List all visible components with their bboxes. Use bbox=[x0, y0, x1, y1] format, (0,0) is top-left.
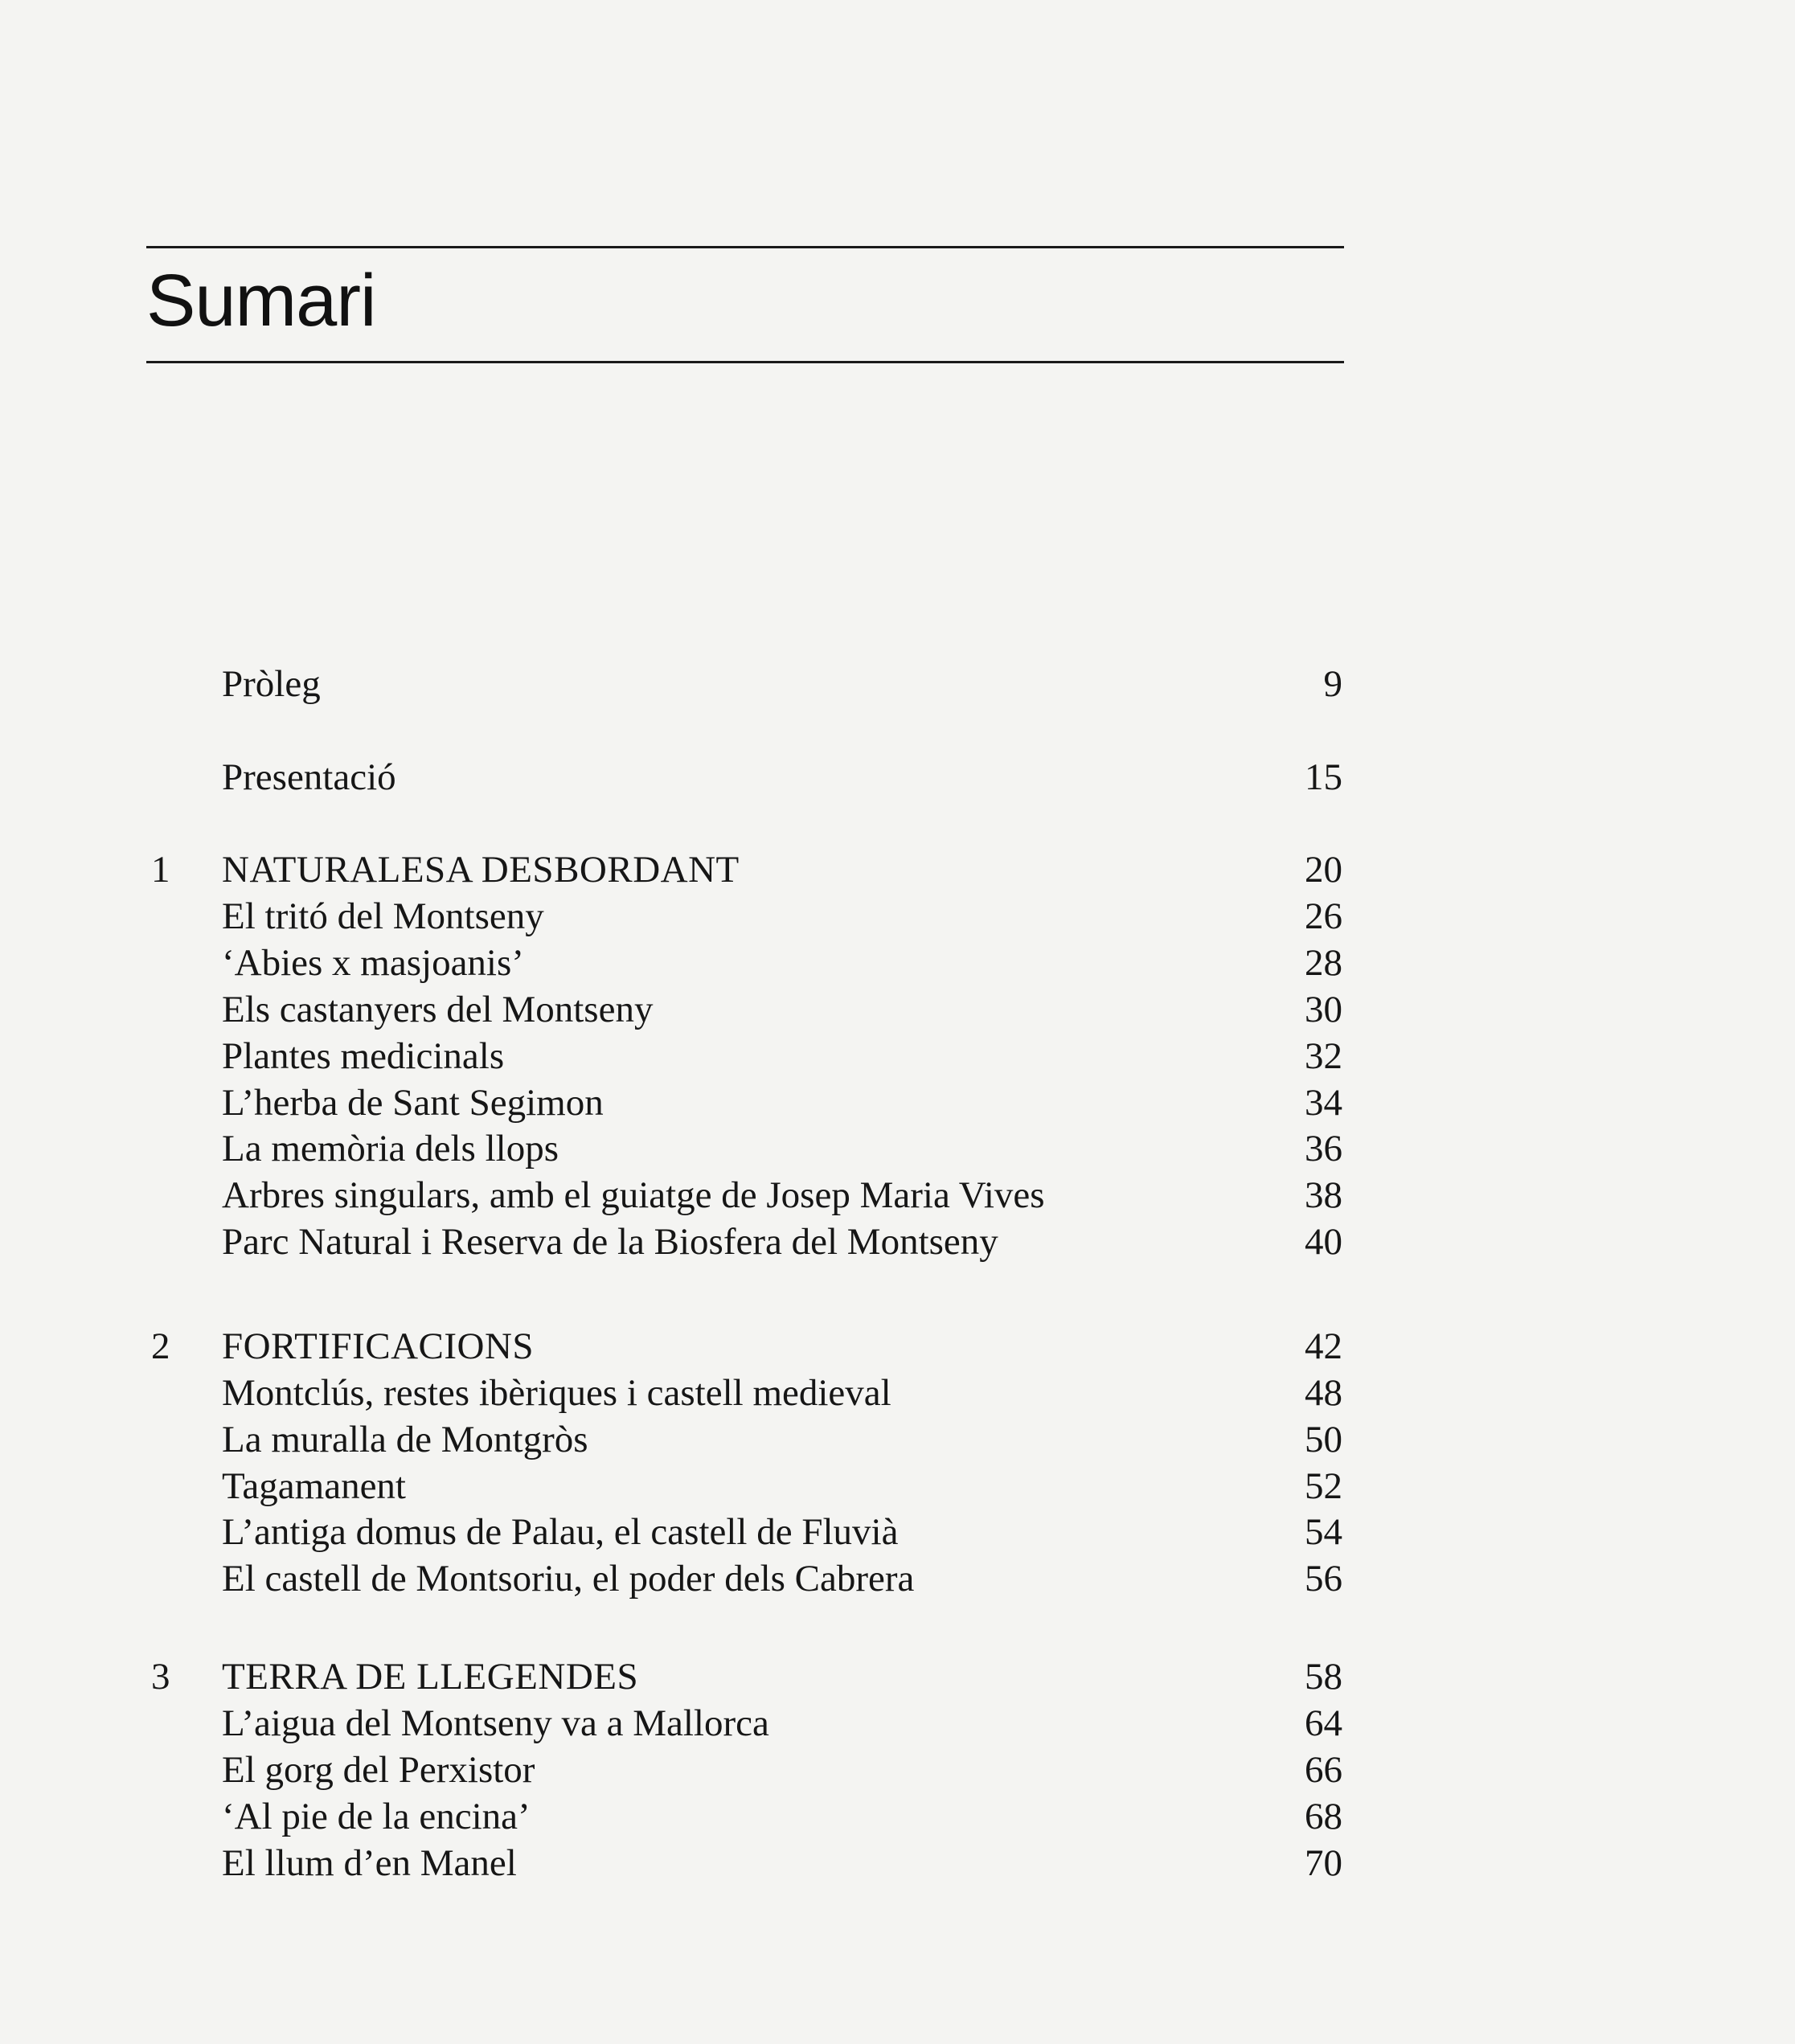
toc-page-number: 15 bbox=[1305, 756, 1342, 798]
toc-page-number: 50 bbox=[1305, 1419, 1342, 1460]
toc-chapter-number: 1 bbox=[151, 849, 170, 891]
toc-page-number: 56 bbox=[1305, 1558, 1342, 1600]
toc-page-number: 34 bbox=[1305, 1082, 1342, 1124]
toc-entry-label: Presentació bbox=[222, 756, 396, 798]
toc-entry-label: La muralla de Montgròs bbox=[222, 1419, 588, 1460]
toc-entry-label: El gorg del Perxistor bbox=[222, 1749, 535, 1791]
toc-page-number: 58 bbox=[1305, 1656, 1342, 1698]
toc-page-number: 68 bbox=[1305, 1796, 1342, 1837]
toc-page-number: 42 bbox=[1305, 1325, 1342, 1367]
toc-entry-label: Montclús, restes ibèriques i castell medieval bbox=[222, 1372, 891, 1414]
toc-entry-label: ‘Al pie de la encina’ bbox=[222, 1796, 531, 1837]
toc-entry bbox=[0, 1125, 1795, 1172]
toc-chapter-heading bbox=[0, 1653, 1795, 1700]
toc-chapter-heading bbox=[0, 1323, 1795, 1370]
toc-entry-label: Pròleg bbox=[222, 663, 321, 705]
toc-entry-label: NATURALESA DESBORDANT bbox=[222, 849, 740, 891]
toc-entry-label: L’aigua del Montseny va a Mallorca bbox=[222, 1702, 769, 1744]
toc-entry bbox=[0, 661, 1795, 707]
toc-page-number: 70 bbox=[1305, 1842, 1342, 1884]
toc-entry-label: La memòria dels llops bbox=[222, 1128, 559, 1169]
toc-page-number: 9 bbox=[1323, 663, 1342, 705]
toc-entry bbox=[0, 1416, 1795, 1463]
toc-entry-label: ‘Abies x masjoanis’ bbox=[222, 942, 524, 984]
toc-page-number: 40 bbox=[1305, 1221, 1342, 1263]
toc-entry-label: Tagamanent bbox=[222, 1465, 406, 1507]
toc-entry bbox=[0, 1370, 1795, 1416]
toc-entry-label: Arbres singulars, amb el guiatge de Josep Maria Vives bbox=[222, 1174, 1045, 1216]
toc-page-number: 36 bbox=[1305, 1128, 1342, 1169]
toc-entry-label: Els castanyers del Montseny bbox=[222, 989, 654, 1030]
toc-entry-label: FORTIFICACIONS bbox=[222, 1325, 535, 1367]
toc-page-number: 26 bbox=[1305, 895, 1342, 937]
toc-page-number: 48 bbox=[1305, 1372, 1342, 1414]
toc-entry bbox=[0, 754, 1795, 801]
toc-entry bbox=[0, 1079, 1795, 1126]
toc-entry bbox=[0, 1033, 1795, 1079]
toc-page-number: 54 bbox=[1305, 1511, 1342, 1553]
page-title: Sumari bbox=[146, 260, 376, 342]
toc-entry bbox=[0, 1700, 1795, 1747]
toc-entry bbox=[0, 893, 1795, 940]
toc-entry bbox=[0, 1555, 1795, 1602]
toc-entry bbox=[0, 1840, 1795, 1886]
toc-entry bbox=[0, 1172, 1795, 1219]
toc-entry-label: TERRA DE LLEGENDES bbox=[222, 1656, 639, 1698]
toc-page-number: 64 bbox=[1305, 1702, 1342, 1744]
toc-chapter-number: 3 bbox=[151, 1656, 170, 1698]
toc-entry-label: El llum d’en Manel bbox=[222, 1842, 517, 1884]
toc-entry-label: El castell de Montsoriu, el poder dels Cabrera bbox=[222, 1558, 915, 1600]
toc-chapter-heading bbox=[0, 846, 1795, 893]
toc-entry bbox=[0, 1219, 1795, 1265]
toc-entry bbox=[0, 1509, 1795, 1555]
toc-entry bbox=[0, 940, 1795, 986]
toc-entry-label: Parc Natural i Reserva de la Biosfera del Montseny bbox=[222, 1221, 998, 1263]
toc-page-number: 32 bbox=[1305, 1035, 1342, 1077]
toc-entry bbox=[0, 1463, 1795, 1509]
toc-entry-label: El tritó del Montseny bbox=[222, 895, 544, 937]
toc-page-number: 52 bbox=[1305, 1465, 1342, 1507]
toc-chapter-number: 2 bbox=[151, 1325, 170, 1367]
toc-entry bbox=[0, 1793, 1795, 1840]
toc-page-number: 30 bbox=[1305, 989, 1342, 1030]
toc-entry-label: L’antiga domus de Palau, el castell de Fluvià bbox=[222, 1511, 899, 1553]
toc-page-number: 28 bbox=[1305, 942, 1342, 984]
toc-entry bbox=[0, 986, 1795, 1033]
toc-page-number: 66 bbox=[1305, 1749, 1342, 1791]
toc-entry bbox=[0, 1747, 1795, 1793]
toc-page-number: 38 bbox=[1305, 1174, 1342, 1216]
toc-entry-label: L’herba de Sant Segimon bbox=[222, 1082, 604, 1124]
toc-entry-label: Plantes medicinals bbox=[222, 1035, 505, 1077]
toc-page-number: 20 bbox=[1305, 849, 1342, 891]
